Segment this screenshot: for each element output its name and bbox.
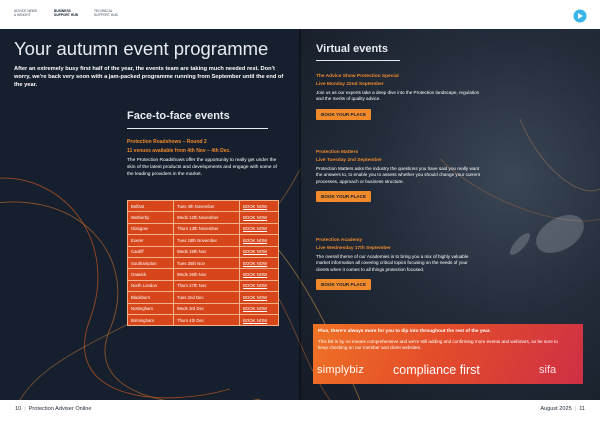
table-row — [128, 314, 279, 325]
table-row — [128, 246, 279, 257]
table-row — [128, 303, 279, 314]
magazine-spread — [0, 29, 600, 400]
table-row — [128, 280, 279, 291]
venue-cell: Gatwick — [128, 269, 174, 280]
date-cell: Tues 4th November — [174, 201, 240, 212]
publication-name: Protection Adviser Online — [28, 406, 92, 412]
event-description: Join us as our experts take a deep dive into the Protection landscape, regulation and the merits of quality advice. — [316, 90, 480, 102]
sifa-logo: sifa — [539, 364, 557, 376]
right-page-number: 11 — [579, 406, 585, 412]
venue-cell: Exeter — [128, 235, 174, 246]
virtual-event-protection-academy — [316, 238, 481, 291]
promo-body: This list is by no means comprehensive and we're still adding and confirming more events and webinars, so be sure to keep checking on our member and client websites. — [318, 339, 558, 351]
table-row — [128, 292, 279, 303]
date-cell: Tues 25th Nov — [174, 257, 240, 268]
date-cell: Weds 19th Nov — [174, 246, 240, 257]
book-now-link[interactable]: BOOK NOW — [240, 246, 279, 257]
date-cell: Weds 12th November — [174, 212, 240, 223]
book-now-link[interactable]: BOOK NOW — [240, 314, 279, 325]
date-cell: Tues 2nd Dec — [174, 292, 240, 303]
date-cell: Tues 18th November — [174, 235, 240, 246]
section-labels — [14, 9, 120, 17]
virtual-event-protection-matters — [316, 150, 481, 203]
date-cell: Thurs 13th November — [174, 223, 240, 234]
book-now-link[interactable]: BOOK NOW — [240, 269, 279, 280]
section-label-advice[interactable]: ADVICE NEWS & INSIGHT — [14, 9, 38, 17]
page-spine — [299, 29, 301, 400]
roadshow-heading: Protection Roadshows – Round 2 — [127, 139, 207, 145]
table-row — [128, 235, 279, 246]
footer-right: August 2025 | 11 — [540, 406, 585, 412]
left-page-number: 10 — [15, 406, 22, 412]
top-strip — [0, 0, 600, 28]
venue-cell: Blackburn — [128, 292, 174, 303]
table-row — [128, 269, 279, 280]
book-now-link[interactable]: BOOK NOW — [240, 235, 279, 246]
book-place-button[interactable]: BOOK YOUR PLACE — [316, 279, 371, 290]
venue-cell: Belfast — [128, 201, 174, 212]
book-now-link[interactable]: BOOK NOW — [240, 201, 279, 212]
venue-table — [127, 200, 279, 326]
page-footer — [0, 400, 600, 424]
book-now-link[interactable]: BOOK NOW — [240, 257, 279, 268]
book-now-link[interactable]: BOOK NOW — [240, 292, 279, 303]
section-divider — [316, 60, 400, 61]
venue-cell: Southampton — [128, 257, 174, 268]
event-description: The overall theme of our Academies is to bring you a mix of highly valuable market information all covering critical topics focusing on the needs of your clients when it comes to all things protection focused. — [316, 254, 469, 272]
section-label-business[interactable]: BUSINESS SUPPORT HUB — [54, 9, 78, 17]
section-label-technical[interactable]: TECHNICAL SUPPORT HUB — [94, 9, 118, 17]
venue-cell: North London — [128, 280, 174, 291]
venue-cell: Glasgow — [128, 223, 174, 234]
table-row — [128, 212, 279, 223]
virtual-event-advice-show — [316, 74, 481, 121]
date-cell: Thurs 27th Nov — [174, 280, 240, 291]
venue-cell: Cardiff — [128, 246, 174, 257]
issue-date: August 2025 — [540, 406, 572, 412]
promo-panel — [313, 324, 583, 384]
date-cell: Weds 26th Nov — [174, 269, 240, 280]
book-now-link[interactable]: BOOK NOW — [240, 223, 279, 234]
event-name: Protection Matters — [316, 150, 359, 155]
book-place-button[interactable]: BOOK YOUR PLACE — [316, 109, 371, 120]
compliance-first-logo: compliance first — [393, 363, 480, 377]
table-row — [128, 201, 279, 212]
event-date: Live Tuesday 2nd September — [316, 158, 383, 163]
section-divider — [127, 128, 268, 129]
book-now-link[interactable]: BOOK NOW — [240, 212, 279, 223]
event-name: The Advice Show Protection Special — [316, 74, 399, 79]
venue-cell: Birmingham — [128, 314, 174, 325]
event-name: Protection Academy — [316, 238, 363, 243]
book-now-link[interactable]: BOOK NOW — [240, 303, 279, 314]
event-date: Live Monday 22nd September — [316, 82, 384, 87]
book-now-link[interactable]: BOOK NOW — [240, 280, 279, 291]
book-place-button[interactable]: BOOK YOUR PLACE — [316, 191, 371, 202]
date-cell: Thurs 4th Dec — [174, 314, 240, 325]
simplybiz-logo: simplybiz — [317, 364, 365, 376]
venue-cell: Wetherby — [128, 212, 174, 223]
virtual-events-title: Virtual events — [316, 43, 388, 55]
footer-left: 10 | Protection Adviser Online — [15, 406, 92, 412]
brand-logo-icon — [573, 9, 587, 23]
event-description: Protection Matters asks the industry the questions you have said you really want the answers to, to enable you to assess whether you should change your current processes, approach or business structure. — [316, 166, 480, 184]
promo-headline: Plus, there's always more for you to dip into throughout the rest of the year. — [318, 329, 491, 334]
event-date: Live Wednesday 17th September — [316, 246, 391, 251]
face-to-face-title: Face-to-face events — [127, 110, 230, 122]
date-cell: Weds 3rd Dec — [174, 303, 240, 314]
roadshow-description: The Protection Roadshows offer the opportunity to really get under the skin of the latest products and developments and engage with some of the leading providers in the market. — [127, 158, 277, 177]
intro-paragraph: After an extremely busy first half of the year, the events team are taking much needed rest. Don't worry, we're back very soon with a jam-packed programme running from September until the end of the year. — [14, 66, 284, 88]
roadshow-dates: 11 venues available from 4th Nov – 4th Dec. — [127, 148, 231, 154]
table-row — [128, 257, 279, 268]
venue-cell: Nottingham — [128, 303, 174, 314]
page-title: Your autumn event programme — [14, 38, 269, 59]
table-row — [128, 223, 279, 234]
